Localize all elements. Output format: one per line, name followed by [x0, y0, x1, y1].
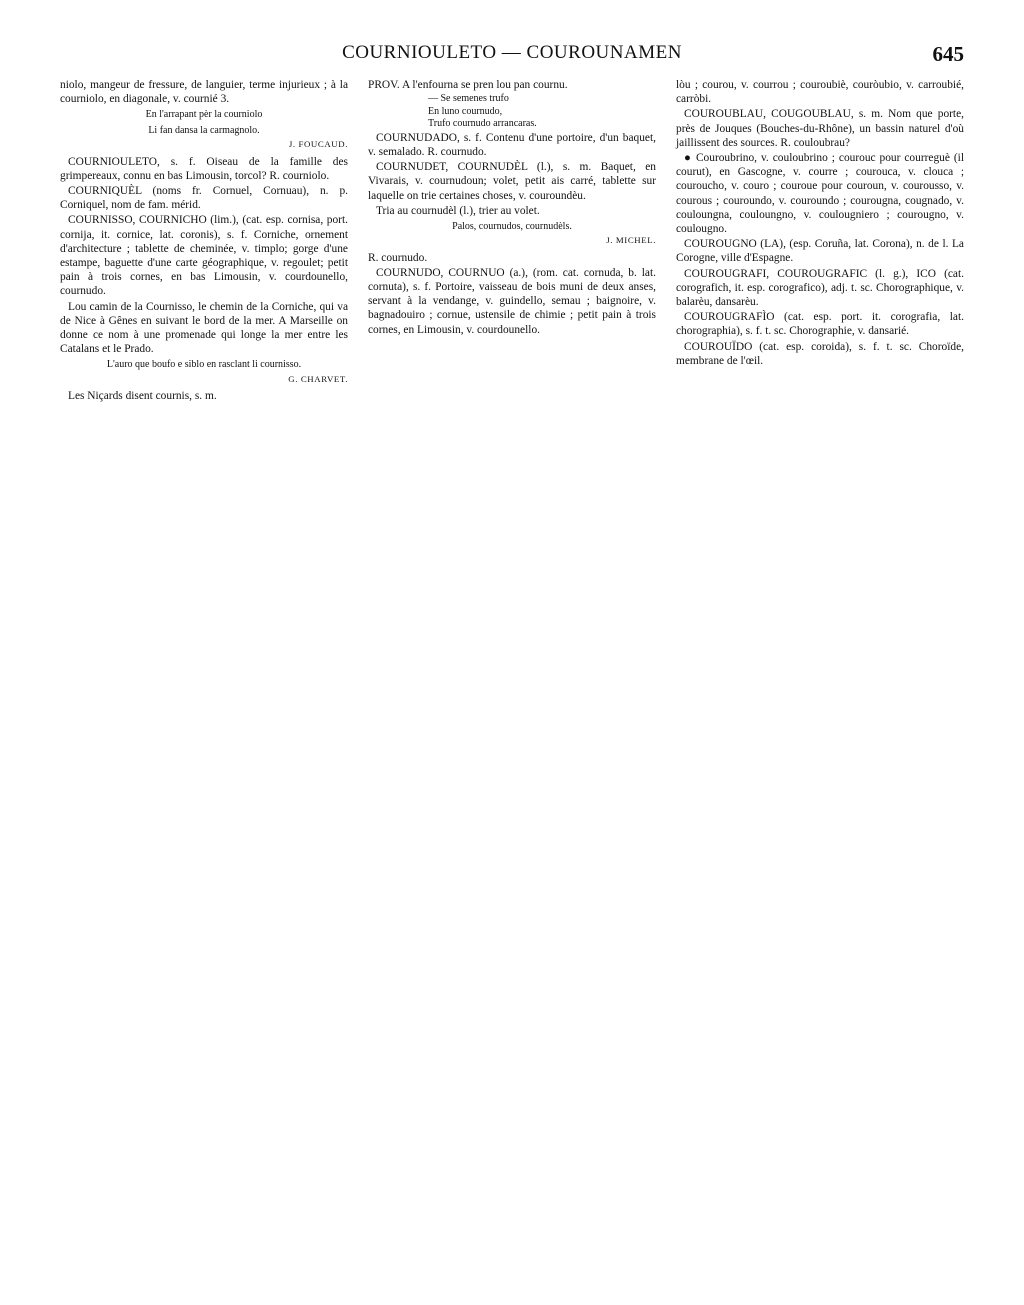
column-left [60, 78, 348, 1278]
quotation-author: G. CHARVET. [288, 373, 348, 384]
verse-line: — Se semenes trufo [428, 93, 509, 105]
dictionary-columns [60, 78, 964, 1278]
dictionary-entry: COUROUGRAFÌO (cat. esp. port. it. corografia, lat. chorographia), s. f. t. sc. Chorographie, v. dansarié. [676, 311, 964, 338]
etymology-reference: R. cournudo. [368, 251, 428, 264]
quotation-line: Li fan dansa la carmagnolo. [148, 124, 260, 136]
dictionary-entry: COUROUÏDO (cat. esp. coroida), s. f. t. sc. Choroïde, membrane de l'œil. [676, 340, 964, 367]
verse-line: Trufo cournudo arrancaras. [428, 118, 537, 130]
entry-continuation: PROV. A l'enfourna se pren lou pan cournu. [368, 79, 568, 91]
dictionary-entry: COUROUGNO (LA), (esp. Coruña, lat. Corona), n. de l. La Corogne, ville d'Espagne. [676, 238, 964, 265]
dictionary-entry: Lou camin de la Cournisso, le chemin de la Corniche, qui va de Nice à Gênes en suivant le bord de la mer. A Marseille on donne ce nom à une promenade qui longe la mer entre les Catalans et le Prado. [60, 300, 348, 356]
entry-continuation: lòu ; courou, v. courrou ; couroubiè, couròubio, v. carroubié, carròbi. [676, 79, 964, 106]
quotation-line: Palos, cournudos, cournudèls. [452, 220, 572, 232]
dictionary-entry: COUROUGRAFI, COUROUGRAFIC (l. g.), ICO (cat. corografich, it. esp. corografico), adj. t. sc. Chorographique, v. balarèu, dansarèu. [676, 267, 964, 309]
quotation-author: J. FOUCAUD. [288, 139, 348, 150]
dictionary-entry: COURNUDADO, s. f. Contenu d'une portoire, d'un baquet, v. semalado. R. cournudo. [368, 131, 656, 158]
column-right [676, 78, 964, 1278]
quotation-line: L'auro que boufo e siblo en rasclant li cournisso. [106, 359, 302, 371]
dictionary-entry: COURNIQUÈL (noms fr. Cornuel, Cornuau), n. p. Corniquel, nom de fam. mérid. [60, 185, 348, 212]
verse-line: En luno cournudo, [428, 105, 503, 117]
running-title: COURNIOULETO — COUROUNAMEN [342, 42, 682, 63]
page-number: 645 [932, 42, 964, 66]
page-header [60, 42, 964, 70]
quotation-line: En l'arrapant pèr la courniolo [145, 109, 263, 121]
column-middle [368, 78, 656, 1278]
dictionary-entry: COUROUBLAU, COUGOUBLAU, s. m. Nom que porte, près de Jouques (Bouches-du-Rhône), un bassin naturel d'où jaillissent des sources. R. couloubrau? [676, 108, 964, 149]
quotation-author: J. MICHEL. [606, 235, 656, 246]
entry-continuation: niolo, mangeur de fressure, de languier, terme injurieux ; à la courniolo, en diagonale, v. cournié 3. [60, 79, 348, 106]
dictionary-entry: ● Couroubrino, v. couloubrino ; courouc pour courreguè (il courut), en Gascogne, v. courre ; courouca, v. clouca ; couroucho, v. couro ; couroue pour couroun, v. courousso, v. courous ; couroundo, v. couroundo ; courougna, cougnado, v. couloungna, couloungno, v. coulougniero ; courougno, v. coulougno. [676, 152, 964, 236]
dictionary-entry: Les Niçards disent cournis, s. m. [68, 390, 217, 403]
dictionary-entry: COURNIOULETO, s. f. Oiseau de la famille des grimpereaux, connu en bas Limousin, torcol? R. courniolo. [60, 155, 348, 182]
dictionary-entry: COURNUDET, COURNUDÈL (l.), s. m. Baquet, en Vivarais, v. cournudoun; volet, petit ais carré, tablette sur laquelle on trie certaines choses, v. couroundèu. [368, 161, 656, 202]
dictionary-entry: COURNISSO, COURNICHO (lim.), (cat. esp. cornisa, port. cornija, it. cornice, lat. coronis), s. f. Corniche, ornement d'architecture ; tablette de cheminée, v. timplo; gorge d'une estampe, baguette d'une carte géographique, v. regoulet; petit pain à trois cornes, en bas Limousin, v. courdounello, cournudo. [60, 214, 348, 298]
dictionary-entry: Tria au cournudèl (l.), trier au volet. [376, 204, 540, 217]
dictionary-entry: COURNUDO, COURNUO (a.), (rom. cat. cornuda, b. lat. cornuta), s. f. Portoire, vaisseau de bois muni de deux anses, servant à la vendange, v. guindello, semau ; baignoire, v. bagnadouiro ; cornue, ustensile de chimie ; petit pain à trois cornes, en Limousin, v. courdounello. [368, 266, 656, 336]
